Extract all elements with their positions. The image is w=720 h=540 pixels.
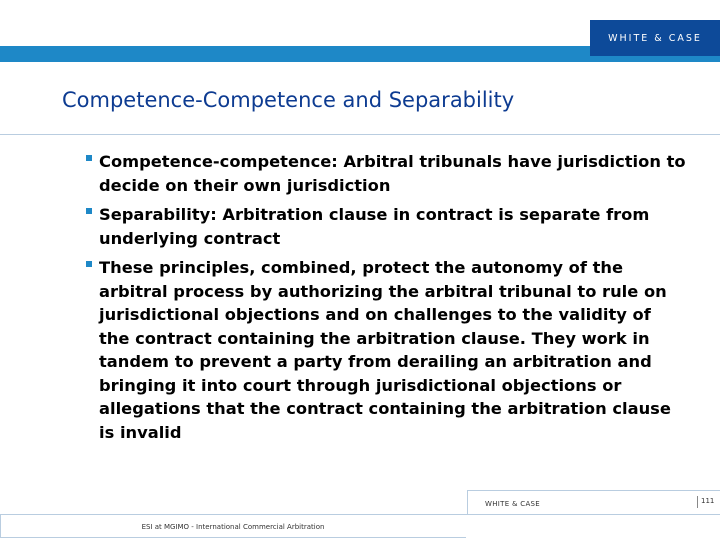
bullet-item — [86, 203, 686, 250]
footer-caption: ESI at MGIMO - International Commercial Arbitration — [141, 523, 325, 531]
bullet-item — [86, 150, 686, 197]
square-bullet-icon — [86, 261, 92, 267]
slide-title: Competence-Competence and Separability — [62, 88, 515, 112]
bullet-item — [86, 256, 686, 444]
bullet-list — [86, 150, 686, 450]
bullet-text: Competence-competence: Arbitral tribunals have jurisdiction to decide on their own jurisdiction — [99, 152, 686, 195]
page-number-separator — [697, 496, 698, 508]
bullet-text: Separability: Arbitration clause in contract is separate from underlying contract — [99, 205, 650, 248]
brand-logo — [590, 20, 720, 56]
title-divider — [0, 134, 720, 135]
square-bullet-icon — [86, 155, 92, 161]
footer-brand: WHITE & CASE — [485, 500, 540, 508]
brand-logo-text: WHITE & CASE — [608, 32, 702, 44]
bullet-text: These principles, combined, protect the autonomy of the arbitral process by authorizing the arbitral tribunal to rule on jurisdictional objections and on challenges to the validity of the contract containing the arbitration clause. They work in tandem to prevent a party from derailing an arbitration and bringing it into court through jurisdictional objections or allegations that the contract containing the arbitration clause is invalid — [99, 258, 671, 442]
page-number: 111 — [701, 497, 715, 505]
square-bullet-icon — [86, 208, 92, 214]
